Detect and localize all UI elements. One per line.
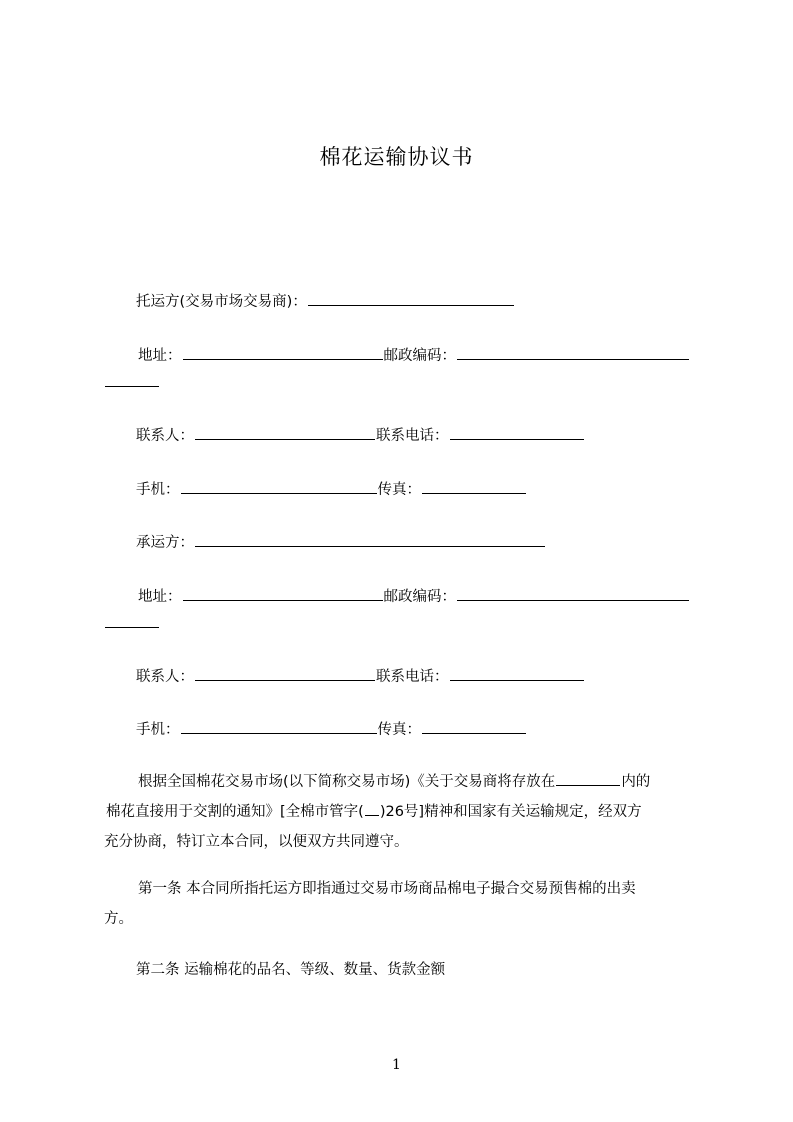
article-1 [104,874,704,934]
carrier-phone-label: 联系电话： [376,669,449,685]
preamble-location-blank [556,771,620,786]
carrier-mobile-line [136,719,527,740]
preamble-line-1-text: 根据全国棉花交易市场(以下简称交易市场)《关于交易商将存放在 [138,774,556,790]
preamble-line-1-end: 内的 [621,774,651,790]
shipper-postcode-continuation [104,372,160,393]
preamble-line-2-end: )26号]精神和国家有关运输规定，经双方 [379,804,642,820]
carrier-postcode-label: 邮政编码： [383,589,456,605]
shipper-address-line [138,345,690,366]
shipper-contact-label: 联系人： [136,428,194,444]
shipper-party-line [136,291,515,312]
document-title: 棉花运输协议书 [319,145,474,169]
preamble-docno-blank [365,801,379,816]
shipper-address-blank [183,345,383,360]
shipper-phone-label: 联系电话： [376,428,449,444]
article-2-line-1: 第二条 运输棉花的品名、等级、数量、货款金额 [136,962,446,978]
shipper-mobile-label: 手机： [136,482,180,498]
shipper-mobile-line [136,479,527,500]
shipper-postcode-blank [457,345,689,360]
carrier-postcode-blank [457,586,689,601]
shipper-phone-blank [450,425,584,440]
preamble-paragraph [104,767,704,857]
shipper-fax-blank [422,479,526,494]
carrier-postcode-blank-cont [105,613,159,628]
carrier-party-blank [195,532,545,547]
preamble-line-1 [104,767,704,797]
shipper-party-blank [308,291,514,306]
carrier-contact-blank [195,666,375,681]
article-1-line-2: 方。 [104,911,133,927]
shipper-party-label: 托运方(交易市场交易商)： [136,294,307,310]
carrier-party-line [136,532,546,553]
carrier-address-label: 地址： [138,589,182,605]
carrier-address-line [138,586,690,607]
carrier-contact-label: 联系人： [136,669,194,685]
preamble-line-3: 充分协商，特订立本合同，以便双方共同遵守。 [104,834,409,850]
carrier-fax-label: 传真： [377,722,421,738]
carrier-fax-blank [422,719,526,734]
carrier-contact-line [136,666,585,687]
shipper-postcode-blank-cont [105,372,159,387]
preamble-line-2 [104,797,704,827]
article-2 [104,955,704,985]
carrier-postcode-continuation [104,613,160,634]
shipper-postcode-label: 邮政编码： [383,348,456,364]
preamble-line-2-text: 棉花直接用于交割的通知》[全棉市管字( [106,804,364,820]
carrier-mobile-blank [181,719,377,734]
shipper-address-label: 地址： [138,348,182,364]
page-number: 1 [392,1057,401,1073]
article-1-line-1: 第一条 本合同所指托运方即指通过交易市场商品棉电子撮合交易预售棉的出卖 [138,881,636,897]
shipper-contact-line [136,425,585,446]
carrier-mobile-label: 手机： [136,722,180,738]
shipper-fax-label: 传真： [377,482,421,498]
carrier-party-label: 承运方： [136,535,194,551]
shipper-mobile-blank [181,479,377,494]
shipper-contact-blank [195,425,375,440]
carrier-phone-blank [450,666,584,681]
carrier-address-blank [183,586,383,601]
